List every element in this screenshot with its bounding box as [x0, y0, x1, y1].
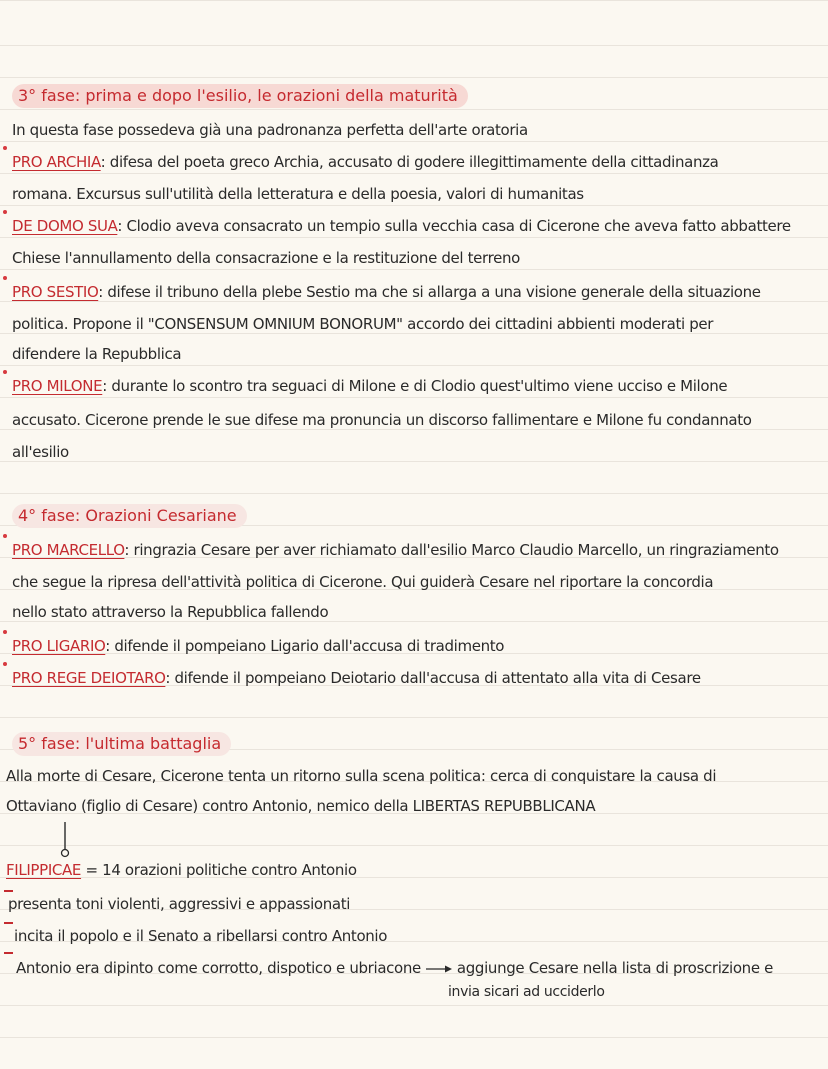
list-item	[12, 668, 824, 688]
bullet-dot	[3, 370, 7, 374]
consequence-text: aggiunge Cesare nella lista di proscrizione e	[456, 959, 774, 977]
bullet-dot	[3, 146, 7, 150]
list-item-continuation: Chiese l'annullamento della consacrazione e la restituzione del terreno	[12, 249, 520, 267]
list-item-continuation: difendere la Repubblica	[12, 345, 182, 363]
oration-label-pro-ligario: PRO LIGARIO	[12, 637, 106, 655]
bullet-dot	[3, 534, 7, 538]
bullet-dash	[4, 952, 13, 954]
list-item	[12, 376, 824, 396]
oration-text: : ringrazia Cesare per aver richiamato dall'esilio Marco Claudio Marcello, un ringraziamento	[124, 541, 779, 559]
bullet-dot	[3, 630, 7, 634]
oration-text: : Clodio aveva consacrato un tempio sulla vecchia casa di Cicerone che aveva fatto abbattere	[117, 217, 791, 235]
bullet-dot	[3, 276, 7, 280]
list-item	[12, 152, 824, 172]
oration-text: : difende il pompeiano Deiotario dall'accusa di attentato alla vita di Cesare	[165, 669, 701, 687]
list-item	[12, 282, 824, 302]
arrow-down-icon	[58, 822, 72, 858]
fase5-intro-line: Ottaviano (figlio di Cesare) contro Antonio, nemico della LIBERTAS REPUBBLICANA	[6, 797, 596, 815]
filippiche-definition	[6, 860, 818, 880]
list-item-continuation: romana. Excursus sull'utilità della letteratura e della poesia, valori di humanitas	[12, 185, 584, 203]
oration-label-de-domo-sua: DE DOMO SUA	[12, 217, 118, 235]
oration-label-pro-archia: PRO ARCHIA	[12, 153, 101, 171]
filippiche-definition-text: = 14 orazioni politiche contro Antonio	[85, 861, 357, 879]
filippiche-point: incita il popolo e il Senato a ribellarsi contro Antonio	[14, 927, 388, 945]
oration-text: : difesa del poeta greco Archia, accusato di godere illegittimamente della cittadinanza	[100, 153, 719, 171]
section-title-fase3: 3° fase: prima e dopo l'esilio, le orazioni della maturità	[12, 84, 468, 108]
oration-text: : difende il pompeiano Ligario dall'accusa di tradimento	[105, 637, 505, 655]
oration-text: : difese il tribuno della plebe Sestio ma che si allarga a una visione generale della situazione	[98, 283, 761, 301]
oration-label-pro-rege-deiotaro: PRO REGE DEIOTARO	[12, 669, 166, 687]
oration-label-pro-marcello: PRO MARCELLO	[12, 541, 125, 559]
list-item	[12, 540, 824, 560]
oration-text: : durante lo scontro tra seguaci di Milone e di Clodio quest'ultimo viene ucciso e Milone	[102, 377, 728, 395]
arrow-right-icon	[425, 964, 453, 974]
list-item-continuation: accusato. Cicerone prende le sue difese ma pronuncia un discorso fallimentare e Milone fu condannato	[12, 411, 752, 429]
list-item-continuation: che segue la ripresa dell'attività politica di Cicerone. Qui guiderà Cesare nel riportare la concordia	[12, 573, 714, 591]
list-item-continuation: nello stato attraverso la Repubblica fallendo	[12, 603, 329, 621]
bullet-dot	[3, 210, 7, 214]
section-title-fase4: 4° fase: Orazioni Cesariane	[12, 504, 247, 528]
list-item	[12, 216, 824, 236]
fase3-intro: In questa fase possedeva già una padronanza perfetta dell'arte oratoria	[12, 121, 528, 139]
list-item	[12, 636, 824, 656]
bullet-dash	[4, 922, 13, 924]
filippiche-point-text: Antonio era dipinto come corrotto, dispotico e ubriacone	[16, 959, 421, 977]
oration-label-pro-milone: PRO MILONE	[12, 377, 103, 395]
bullet-dash	[4, 890, 13, 892]
filippiche-label: FILIPPICAE	[6, 861, 82, 879]
section-title-fase5: 5° fase: l'ultima battaglia	[12, 732, 231, 756]
filippiche-point	[16, 958, 828, 978]
consequence-continuation: invia sicari ad ucciderlo	[448, 984, 605, 1000]
filippiche-point: presenta toni violenti, aggressivi e appassionati	[8, 895, 351, 913]
bullet-dot	[3, 662, 7, 666]
list-item-continuation: all'esilio	[12, 443, 69, 461]
fase5-intro-line: Alla morte di Cesare, Cicerone tenta un ritorno sulla scena politica: cerca di conquistare la causa di	[6, 767, 717, 785]
list-item-continuation: politica. Propone il "CONSENSUM OMNIUM BONORUM" accordo dei cittadini abbienti moderati per	[12, 315, 714, 333]
oration-label-pro-sestio: PRO SESTIO	[12, 283, 99, 301]
